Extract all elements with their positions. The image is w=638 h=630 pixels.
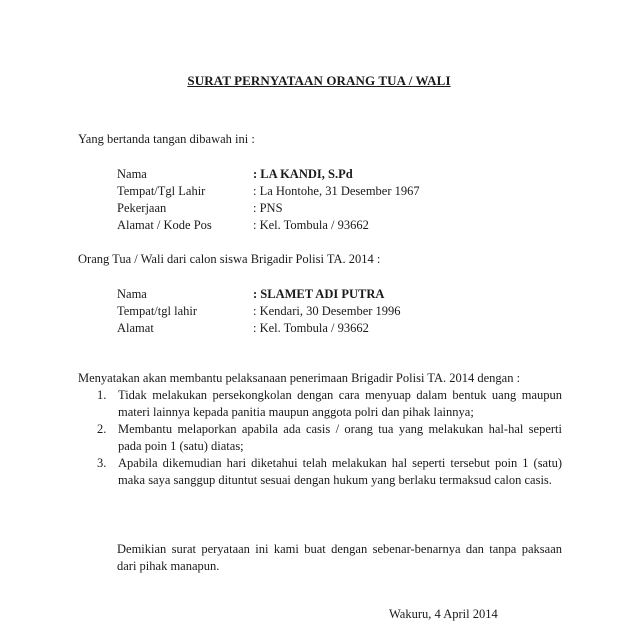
list-text: Tidak melakukan persekongkolan dengan cara menyuap dalam bentuk uang maupun materi lainnya kepada panitia maupun anggota polri dan pihak lainnya;: [118, 388, 562, 419]
field-label: Pekerjaan: [117, 201, 167, 215]
parent-name-row: [117, 166, 577, 183]
candidate-name-value: : SLAMET ADI PUTRA: [253, 287, 385, 301]
field-value: : La Hontohe, 31 Desember 1967: [253, 184, 420, 198]
field-label: Alamat: [117, 321, 154, 335]
parent-job-row: [117, 200, 577, 217]
field-label: Tempat/Tgl Lahir: [117, 184, 206, 198]
field-label: Tempat/tgl lahir: [117, 304, 198, 318]
field-value: : Kel. Tombula / 93662: [253, 218, 369, 232]
list-text: Membantu melaporkan apabila ada casis / orang tua yang melakukan hal-hal seperti pada poin 1 (satu) diatas;: [118, 422, 562, 453]
list-number: 2.: [97, 422, 107, 436]
field-value: : Kendari, 30 Desember 1996: [253, 304, 401, 318]
list-number: 1.: [97, 388, 107, 402]
candidate-birth-row: [117, 303, 577, 320]
guardian-line: Orang Tua / Wali dari calon siswa Brigadir Polisi TA. 2014 :: [78, 252, 381, 266]
field-label: Nama: [117, 287, 147, 301]
parent-name-value: : LA KANDI, S.Pd: [253, 167, 353, 181]
list-number: 3.: [97, 456, 107, 470]
parent-address-row: [117, 217, 577, 234]
list-item: [78, 421, 562, 455]
candidate-address-row: [117, 320, 577, 337]
field-label: Alamat / Kode Pos: [117, 218, 212, 232]
document-title: SURAT PERNYATAAN ORANG TUA / WALI: [187, 73, 451, 88]
list-item: [78, 455, 562, 489]
field-label: Nama: [117, 167, 147, 181]
parent-birth-row: [117, 183, 577, 200]
field-value: : Kel. Tombula / 93662: [253, 321, 369, 335]
statement-list: [78, 387, 562, 489]
closing-paragraph: Demikian surat peryataan ini kami buat dengan sebenar-benarnya dan tanpa paksaan dari pihak manapun.: [117, 542, 562, 573]
place-date: Wakuru, 4 April 2014: [389, 607, 498, 621]
statement-intro: Menyatakan akan membantu pelaksanaan penerimaan Brigadir Polisi TA. 2014 dengan :: [78, 371, 521, 385]
intro-text: Yang bertanda tangan dibawah ini :: [78, 132, 255, 146]
list-text: Apabila dikemudian hari diketahui telah melakukan hal seperti tersebut poin 1 (satu) maka saya sanggup dituntut sesuai dengan hukum yang berlaku termaksud calon casis.: [118, 456, 562, 487]
list-item: [78, 387, 562, 421]
field-value: : PNS: [253, 201, 283, 215]
candidate-name-row: [117, 286, 577, 303]
